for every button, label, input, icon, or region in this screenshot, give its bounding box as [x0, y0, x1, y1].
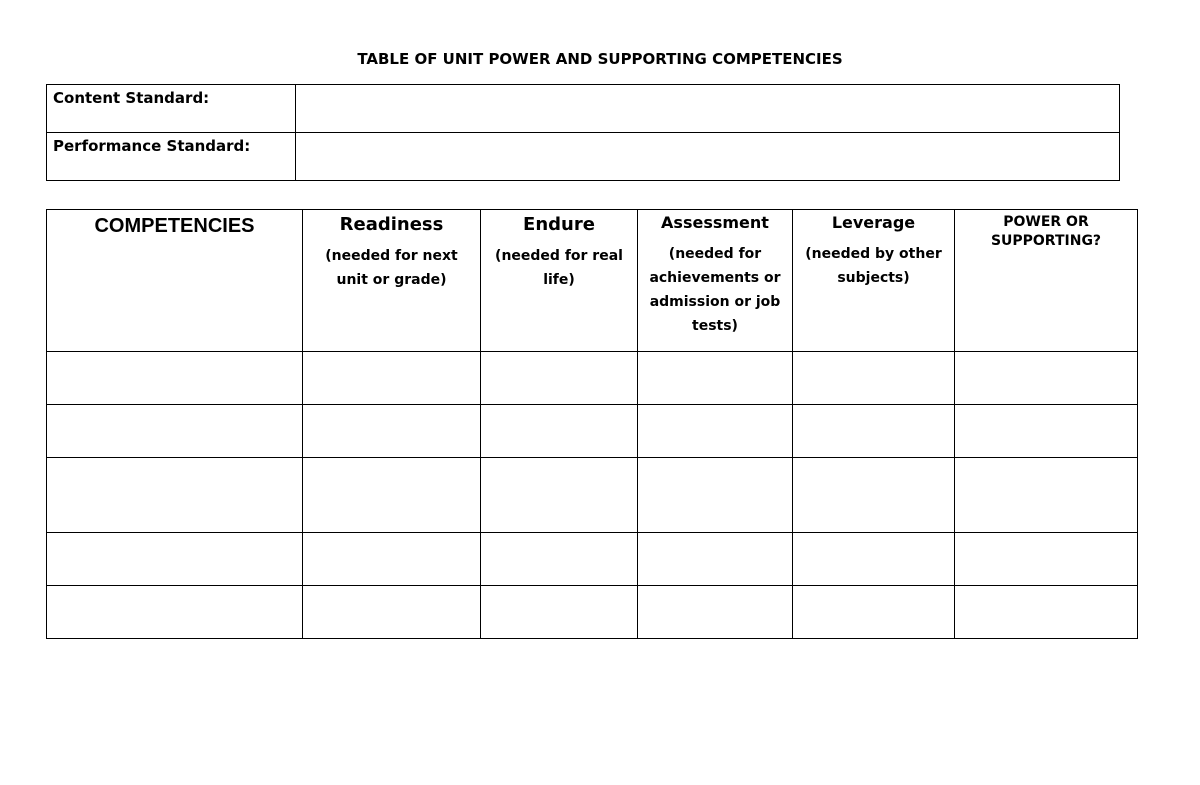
- header-assessment-description: (needed for achievements or admission or job tests): [649, 246, 781, 334]
- table-cell[interactable]: [303, 458, 481, 533]
- header-competencies-title: COMPETENCIES: [94, 215, 255, 237]
- table-cell[interactable]: [481, 458, 638, 533]
- table-cell[interactable]: [638, 586, 793, 639]
- table-cell[interactable]: [47, 533, 303, 586]
- table-row: [47, 352, 1138, 405]
- table-cell[interactable]: [47, 405, 303, 458]
- header-leverage-title: Leverage: [831, 213, 916, 232]
- table-cell[interactable]: [481, 352, 638, 405]
- table-cell[interactable]: [955, 586, 1138, 639]
- header-endure: [481, 210, 638, 352]
- header-endure-title: Endure: [523, 214, 595, 235]
- table-cell[interactable]: [955, 352, 1138, 405]
- table-row: [47, 458, 1138, 533]
- table-cell[interactable]: [793, 533, 955, 586]
- standards-table: [46, 84, 1120, 181]
- document-title: TABLE OF UNIT POWER AND SUPPORTING COMPETENCIES: [357, 50, 843, 68]
- content-standard-field[interactable]: [296, 85, 1120, 133]
- content-standard-row: [47, 85, 1120, 133]
- content-standard-label: Content Standard:: [47, 85, 296, 133]
- header-power-or-supporting: [955, 210, 1138, 352]
- table-cell[interactable]: [303, 352, 481, 405]
- table-cell[interactable]: [793, 405, 955, 458]
- competencies-table: [46, 209, 1138, 639]
- table-cell[interactable]: [303, 586, 481, 639]
- performance-standard-field[interactable]: [296, 133, 1120, 181]
- header-competencies: [47, 210, 303, 352]
- header-readiness: [303, 210, 481, 352]
- table-cell[interactable]: [47, 352, 303, 405]
- table-cell[interactable]: [303, 405, 481, 458]
- header-assessment-title: Assessment: [661, 213, 769, 232]
- header-leverage-description: (needed by other subjects): [805, 246, 942, 286]
- header-readiness-title: Readiness: [339, 214, 444, 235]
- table-row: [47, 586, 1138, 639]
- table-cell[interactable]: [47, 586, 303, 639]
- table-cell[interactable]: [793, 458, 955, 533]
- header-assessment: [638, 210, 793, 352]
- table-cell[interactable]: [955, 405, 1138, 458]
- table-cell[interactable]: [955, 533, 1138, 586]
- table-cell[interactable]: [638, 405, 793, 458]
- table-cell[interactable]: [955, 458, 1138, 533]
- table-row: [47, 405, 1138, 458]
- header-power-or-supporting-title: POWER OR SUPPORTING?: [990, 214, 1102, 249]
- table-cell[interactable]: [481, 586, 638, 639]
- header-leverage: [793, 210, 955, 352]
- header-readiness-description: (needed for next unit or grade): [325, 248, 458, 288]
- table-cell[interactable]: [47, 458, 303, 533]
- table-cell[interactable]: [303, 533, 481, 586]
- header-endure-description: (needed for real life): [495, 248, 623, 288]
- table-cell[interactable]: [793, 352, 955, 405]
- table-cell[interactable]: [638, 352, 793, 405]
- table-row: [47, 533, 1138, 586]
- table-cell[interactable]: [481, 405, 638, 458]
- table-cell[interactable]: [638, 533, 793, 586]
- table-cell[interactable]: [793, 586, 955, 639]
- performance-standard-label: Performance Standard:: [47, 133, 296, 181]
- performance-standard-row: [47, 133, 1120, 181]
- header-row: [47, 210, 1138, 352]
- table-cell[interactable]: [638, 458, 793, 533]
- table-cell[interactable]: [481, 533, 638, 586]
